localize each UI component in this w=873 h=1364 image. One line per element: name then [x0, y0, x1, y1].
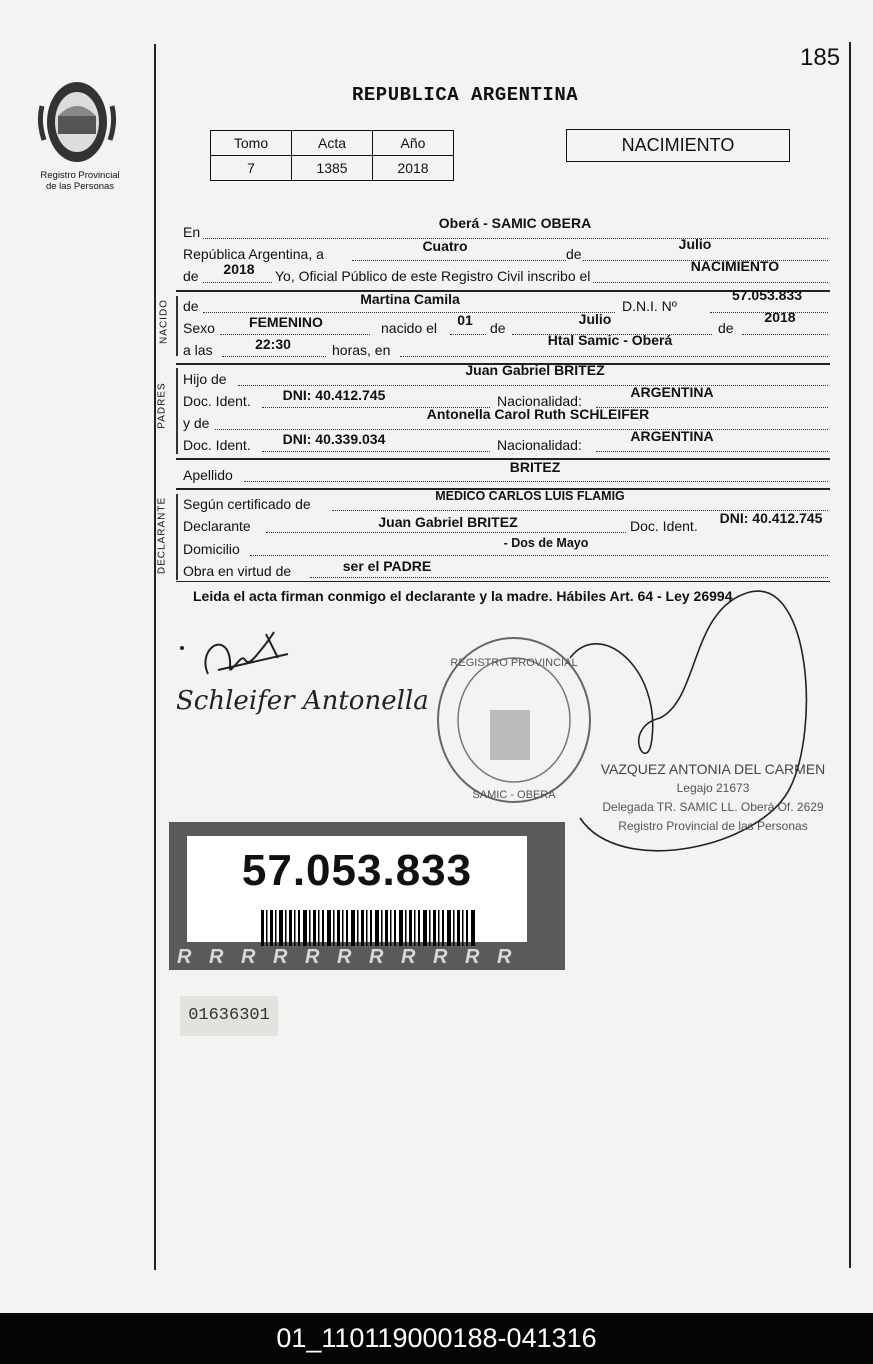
- header-acta: Acta: [292, 131, 373, 156]
- dotted-line: [596, 451, 828, 452]
- page-number: 185: [800, 44, 841, 71]
- apellido-value: BRITEZ: [509, 459, 561, 475]
- nacido-de-label: de: [183, 298, 199, 314]
- de-label: de: [566, 246, 582, 262]
- value-ano: 2018: [373, 156, 454, 181]
- barcode: [261, 910, 477, 946]
- doc-label: Doc. Ident.: [183, 393, 251, 409]
- doc-label: Doc. Ident.: [183, 437, 251, 453]
- dotted-line: [238, 385, 828, 386]
- obra-value: ser el PADRE: [342, 558, 432, 574]
- apellido-label: Apellido: [183, 467, 233, 483]
- nacionalidad-label: Nacionalidad:: [497, 393, 582, 409]
- dotted-line: [203, 312, 615, 313]
- official-name-block: [598, 760, 828, 836]
- province-seal-logo: [36, 76, 118, 168]
- mother-signature: Schleifer Antonella: [176, 686, 429, 716]
- declarante-section-label: DECLARANTE: [156, 496, 168, 575]
- child-name-value: Martina Camila: [360, 291, 460, 307]
- inscribo-label: Yo, Oficial Público de este Registro Civil inscribo el: [272, 268, 593, 284]
- alas-label: a las: [183, 342, 213, 358]
- logo-caption: Registro Provincial de las Personas: [40, 170, 120, 192]
- dotted-line: [250, 555, 828, 556]
- id-number-label: [169, 822, 565, 970]
- record-type-box: NACIMIENTO: [566, 129, 790, 162]
- birth-day-value: 01: [457, 312, 473, 328]
- registry-table: [210, 130, 454, 181]
- mother-nationality-value: ARGENTINA: [630, 428, 714, 444]
- nacionalidad-label: Nacionalidad:: [497, 437, 582, 453]
- dni-label: D.N.I. Nº: [622, 298, 677, 314]
- right-margin-line: [849, 42, 851, 1268]
- document-footer-id: 01_110119000188-041316: [0, 1313, 873, 1364]
- certificado-value: MEDICO CARLOS LUIS FLAMIG: [435, 489, 625, 503]
- father-name-value: Juan Gabriel BRITEZ: [465, 362, 605, 378]
- dotted-line: [220, 334, 370, 335]
- value-acta: 1385: [292, 156, 373, 181]
- day-words-value: Cuatro: [422, 238, 468, 254]
- dotted-line: [222, 356, 326, 357]
- official-role: Delegada TR. SAMIC LL. Oberá Of. 2629: [602, 800, 824, 814]
- dotted-line: [266, 532, 626, 533]
- security-pattern: R R R R R R R R R R R: [177, 946, 518, 968]
- birth-year-value: 2018: [764, 309, 796, 325]
- dotted-line: [215, 429, 828, 430]
- domicilio-value: - Dos de Mayo: [503, 536, 589, 550]
- declarante-name-value: Juan Gabriel BRITEZ: [378, 514, 518, 530]
- id-label-panel: [187, 836, 527, 942]
- certificado-label: Según certificado de: [183, 496, 311, 512]
- place-value: Oberá - SAMIC OBERA: [438, 215, 592, 231]
- official-name: VAZQUEZ ANTONIA DEL CARMEN: [600, 761, 826, 777]
- yde-label: y de: [183, 415, 210, 431]
- padres-section-label: PADRES: [156, 382, 168, 429]
- nacido-section-label: NACIDO: [158, 299, 170, 344]
- sexo-label: Sexo: [183, 320, 215, 336]
- header-tomo: Tomo: [211, 131, 292, 156]
- section-bar: [176, 494, 178, 580]
- child-dni-value: 57.053.833: [731, 287, 803, 303]
- dotted-line: [203, 238, 828, 239]
- header-ano: Año: [373, 131, 454, 156]
- svg-text:REGISTRO PROVINCIAL: REGISTRO PROVINCIAL: [450, 657, 578, 669]
- de-label: de: [490, 320, 506, 336]
- declarante-label: Declarante: [183, 518, 251, 534]
- header-title: REPUBLICA ARGENTINA: [352, 84, 579, 106]
- year-label: de: [183, 268, 199, 284]
- hijo-label: Hijo de: [183, 371, 227, 387]
- mother-doc-value: DNI: 40.339.034: [282, 431, 386, 447]
- value-tomo: 7: [211, 156, 292, 181]
- year-value: 2018: [223, 261, 255, 277]
- sexo-value: FEMENINO: [249, 314, 323, 330]
- dotted-line: [244, 481, 828, 482]
- left-margin-line: [154, 44, 156, 1270]
- id-number: 57.053.833: [241, 846, 473, 895]
- domicilio-label: Domicilio: [183, 541, 240, 557]
- closing-text: Leida el acta firman conmigo el declarante y la madre. Hábiles Art. 64 - Ley 26994: [193, 588, 733, 604]
- de-label: de: [718, 320, 734, 336]
- dotted-line: [262, 451, 490, 452]
- official-legajo: Legajo 21673: [676, 781, 750, 795]
- dotted-line: [450, 334, 486, 335]
- official-registry: Registro Provincial de las Personas: [618, 819, 808, 833]
- serial-number: 01636301: [180, 996, 278, 1036]
- nacido-el-label: nacido el: [381, 320, 438, 336]
- birth-place-value: Htal Samic - Oberá: [547, 332, 673, 348]
- event-value: NACIMIENTO: [690, 258, 780, 274]
- dotted-line: [400, 356, 828, 357]
- birth-time-value: 22:30: [255, 336, 291, 352]
- horas-label: horas, en: [332, 342, 391, 358]
- en-label: En: [183, 224, 201, 240]
- father-nationality-value: ARGENTINA: [630, 384, 714, 400]
- dotted-line: [742, 334, 828, 335]
- declarant-signature: [178, 612, 298, 692]
- section-bar: [176, 296, 178, 356]
- father-doc-value: DNI: 40.412.745: [282, 387, 386, 403]
- obra-label: Obra en virtud de: [183, 563, 292, 579]
- doc-label: Doc. Ident.: [630, 518, 698, 534]
- svg-text:SAMIC - OBERA: SAMIC - OBERA: [472, 789, 556, 801]
- section-bar: [176, 368, 178, 454]
- declarante-doc-value: DNI: 40.412.745: [719, 510, 823, 526]
- republica-label: República Argentina, a: [183, 246, 324, 262]
- mother-name-value: Antonella Carol Ruth SCHLEIFER: [426, 406, 650, 422]
- month-value: Julio: [678, 236, 712, 252]
- birth-month-value: Julio: [578, 311, 612, 327]
